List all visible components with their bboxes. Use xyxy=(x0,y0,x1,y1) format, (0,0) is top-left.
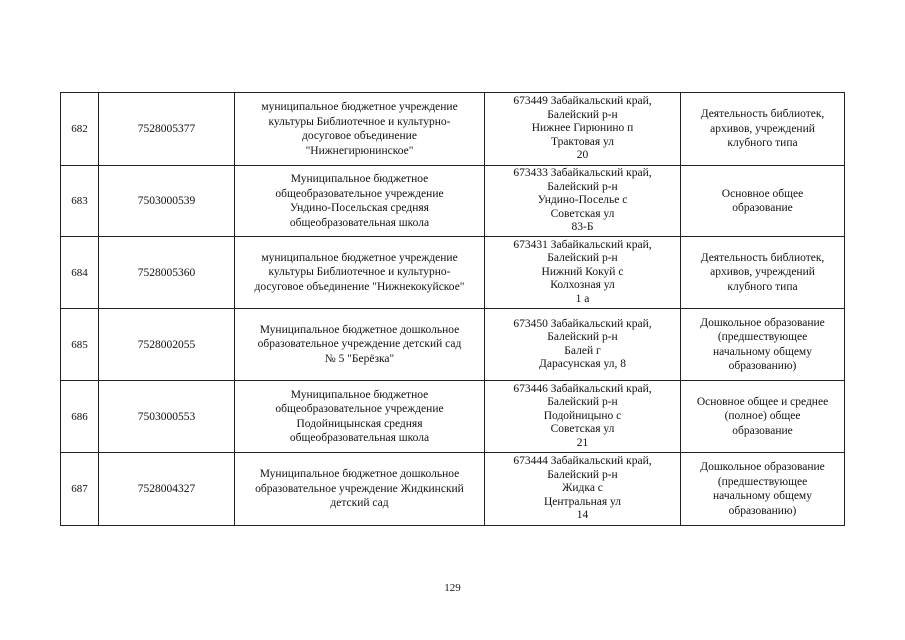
activity-line: архивов, учреждений xyxy=(710,122,815,135)
table-row xyxy=(61,309,845,381)
activity-line: Деятельность библиотек, xyxy=(700,108,825,121)
activity-line: Дошкольное образование xyxy=(700,316,825,329)
address-line: Советская ул xyxy=(550,207,615,220)
address-line: 14 xyxy=(576,509,589,522)
organization-name-line: общеобразовательная школа xyxy=(289,432,430,444)
address-line: Трактовая ул xyxy=(550,135,615,148)
row-number-cell: 687 xyxy=(61,453,99,526)
organization-name-line: детский сад xyxy=(330,497,389,510)
activity-line: архивов, учреждений xyxy=(710,266,815,279)
table-row xyxy=(61,93,845,166)
inn-cell: 7528004327 xyxy=(99,453,235,526)
organization-name-line: культуры Библиотечное и культурно- xyxy=(268,115,451,128)
address-line: Подойницыно с xyxy=(543,409,622,422)
organization-name-line: Ундино-Посельская средняя xyxy=(290,202,429,214)
address-cell xyxy=(485,166,681,237)
organization-name-line: Муниципальное бюджетное xyxy=(290,173,429,185)
organization-name-line: Муниципальное бюджетное дошкольное xyxy=(259,468,460,481)
address-cell xyxy=(485,309,681,381)
activity-cell xyxy=(681,381,845,453)
table-row xyxy=(61,453,845,526)
address-line: 83-Б xyxy=(571,221,594,234)
address-line: Балейский р-н xyxy=(547,180,618,193)
inn-cell: 7503000553 xyxy=(99,381,235,453)
table-row xyxy=(61,237,845,309)
address-line: Балейский р-н xyxy=(547,468,618,481)
organization-name-cell xyxy=(235,93,485,166)
organization-name-line: № 5 "Берёзка" xyxy=(324,352,395,365)
activity-line: образованию) xyxy=(728,504,797,517)
row-number-cell: 684 xyxy=(61,237,99,309)
organization-name-line: муниципальное бюджетное учреждение xyxy=(261,101,458,113)
organization-name-line: Муниципальное бюджетное дошкольное xyxy=(259,323,460,336)
address-line: 20 xyxy=(576,149,589,162)
organization-name-line: Муниципальное бюджетное xyxy=(290,388,429,401)
address-line: Балейский р-н xyxy=(547,396,618,409)
row-number-cell: 682 xyxy=(61,93,99,166)
address-line: Балей г xyxy=(564,344,601,357)
organization-name-line: муниципальное бюджетное учреждение xyxy=(261,251,458,264)
organization-name-line: "Нижнегирюнинское" xyxy=(305,144,414,157)
inn-cell: 7528005377 xyxy=(99,93,235,166)
organization-name-line: общеобразовательная школа xyxy=(289,216,430,229)
row-number-cell: 685 xyxy=(61,309,99,381)
address-line: Дарасунская ул, 8 xyxy=(539,358,626,370)
activity-line: Дошкольное образование xyxy=(700,461,825,473)
address-line: Колхозная ул xyxy=(550,279,615,292)
organization-name-cell xyxy=(235,381,485,453)
organization-name-cell xyxy=(235,309,485,381)
address-line: Центральная ул xyxy=(543,495,622,508)
activity-line: Деятельность библиотек, xyxy=(700,251,825,264)
organization-name-line: общеобразовательное учреждение xyxy=(275,187,444,200)
activity-line: начальному общему xyxy=(713,345,812,358)
organization-name-line: культуры Библиотечное и культурно- xyxy=(268,266,451,279)
address-line: 1 а xyxy=(575,292,590,305)
address-cell xyxy=(485,93,681,166)
address-line: Нижний Кокуй с xyxy=(541,265,624,278)
registry-table-body xyxy=(61,93,845,526)
inn-cell: 7528002055 xyxy=(99,309,235,381)
address-line: Балейский р-н xyxy=(547,252,618,265)
address-cell xyxy=(485,237,681,309)
activity-line: образование xyxy=(732,202,793,214)
activity-line: образованию) xyxy=(728,360,797,372)
address-line: Балейский р-н xyxy=(547,108,618,121)
organization-name-line: досуговое объединение xyxy=(302,130,417,142)
organization-name-line: досуговое объединение "Нижнекокуйское" xyxy=(254,280,465,293)
organization-name-line: Подойницынская средняя xyxy=(296,417,423,430)
organization-name-line: общеобразовательное учреждение xyxy=(275,403,444,415)
activity-line: образование xyxy=(732,424,793,437)
address-line: 673449 Забайкальский край, xyxy=(513,95,652,108)
row-number-cell: 683 xyxy=(61,166,99,237)
row-number-cell: 686 xyxy=(61,381,99,453)
organization-name-line: образовательное учреждение Жидкинский xyxy=(255,482,464,495)
registry-table xyxy=(60,92,845,526)
address-line: 673446 Забайкальский край, xyxy=(513,382,652,395)
table-row xyxy=(61,166,845,237)
address-line: Нижнее Гирюнино п xyxy=(531,122,634,135)
activity-line: (полное) общее xyxy=(724,410,801,423)
activity-cell xyxy=(681,166,845,237)
activity-cell xyxy=(681,93,845,166)
activity-cell xyxy=(681,453,845,526)
activity-line: (предшествующее xyxy=(717,475,808,488)
address-line: Советская ул xyxy=(550,423,615,436)
activity-line: (предшествующее xyxy=(717,331,808,343)
activity-line: Основное общее и среднее xyxy=(696,395,829,408)
activity-line: клубного типа xyxy=(727,137,798,150)
address-cell xyxy=(485,453,681,526)
inn-cell: 7528005360 xyxy=(99,237,235,309)
address-cell xyxy=(485,381,681,453)
organization-name-cell xyxy=(235,237,485,309)
activity-cell xyxy=(681,237,845,309)
organization-name-line: образовательное учреждение детский сад xyxy=(257,338,462,351)
page-number: 129 xyxy=(444,582,461,594)
address-line: 21 xyxy=(576,436,589,449)
address-line: 673444 Забайкальский край, xyxy=(513,455,652,468)
activity-line: клубного типа xyxy=(727,280,798,293)
organization-name-cell xyxy=(235,453,485,526)
address-line: 673450 Забайкальский край, xyxy=(513,317,652,330)
activity-line: начальному общему xyxy=(713,490,812,502)
address-line: Жидка с xyxy=(562,482,603,495)
inn-cell: 7503000539 xyxy=(99,166,235,237)
table-row xyxy=(61,381,845,453)
address-line: Балейский р-н xyxy=(547,331,618,343)
address-line: 673431 Забайкальский край, xyxy=(513,238,652,251)
address-line: 673433 Забайкальский край, xyxy=(513,167,652,180)
organization-name-cell xyxy=(235,166,485,237)
address-line: Ундино-Поселье с xyxy=(537,194,628,207)
activity-line: Основное общее xyxy=(721,187,804,200)
activity-cell xyxy=(681,309,845,381)
